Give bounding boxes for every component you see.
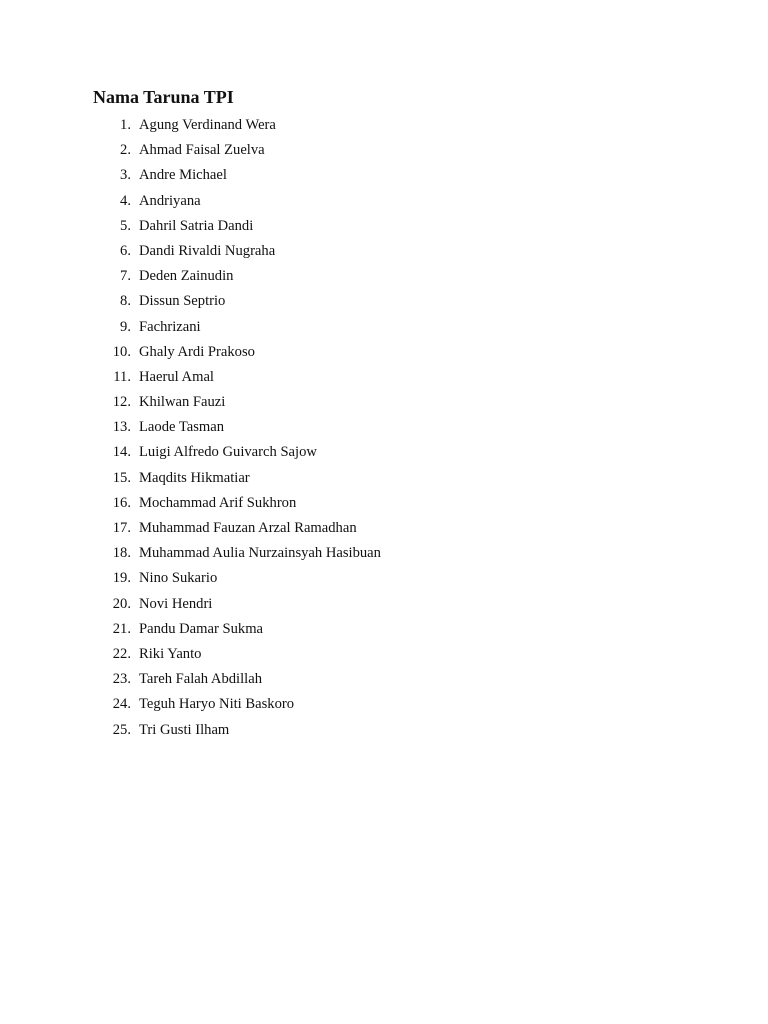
list-item bbox=[0, 190, 700, 215]
list-item bbox=[0, 265, 700, 290]
list-item-name: Tareh Falah Abdillah bbox=[139, 671, 262, 688]
list-item-number: 4. bbox=[120, 192, 131, 209]
list-item-name: Muhammad Fauzan Arzal Ramadhan bbox=[139, 520, 357, 536]
list-item-name: Dandi Rivaldi Nugraha bbox=[139, 242, 276, 259]
list-item bbox=[0, 290, 700, 315]
list-item-number: 6. bbox=[120, 242, 131, 259]
list-item-name: Ghaly Ardi Prakoso bbox=[139, 343, 255, 360]
list-item-number: 7. bbox=[120, 268, 131, 285]
list-item-number: 11. bbox=[113, 368, 131, 385]
list-item-name: Ahmad Faisal Zuelva bbox=[139, 142, 265, 159]
name-list bbox=[0, 114, 700, 744]
list-item-number: 23. bbox=[112, 671, 131, 688]
list-item bbox=[0, 164, 700, 189]
list-item-name: Laode Tasman bbox=[139, 419, 225, 436]
list-item bbox=[0, 391, 700, 416]
list-item bbox=[0, 341, 700, 366]
list-item bbox=[0, 316, 700, 341]
list-item bbox=[0, 366, 700, 391]
list-item bbox=[0, 416, 700, 441]
list-item bbox=[0, 215, 700, 240]
list-item-name: Luigi Alfredo Guivarch Sajow bbox=[139, 444, 317, 461]
list-item-number: 14. bbox=[112, 444, 131, 461]
document-title: Nama Taruna TPI bbox=[93, 87, 234, 107]
list-item-number: 19. bbox=[112, 570, 131, 587]
list-item-number: 10. bbox=[112, 343, 131, 360]
list-item-name: Novi Hendri bbox=[139, 595, 213, 612]
list-item-name: Teguh Haryo Niti Baskoro bbox=[139, 696, 295, 713]
list-item bbox=[0, 139, 700, 164]
list-item-name: Fachrizani bbox=[139, 318, 201, 335]
list-item-name: Khilwan Fauzi bbox=[139, 394, 226, 411]
list-item-number: 3. bbox=[120, 167, 131, 184]
list-item-number: 12. bbox=[112, 394, 131, 411]
list-item bbox=[0, 719, 700, 744]
list-item-name: Haerul Amal bbox=[139, 368, 214, 385]
list-item-number: 25. bbox=[112, 721, 131, 738]
list-item bbox=[0, 467, 700, 492]
list-item bbox=[0, 668, 700, 693]
list-item bbox=[0, 114, 700, 139]
list-item bbox=[0, 542, 700, 567]
list-item-name: Agung Verdinand Wera bbox=[139, 117, 276, 133]
list-item-name: Andre Michael bbox=[139, 167, 227, 184]
list-item-number: 20. bbox=[112, 595, 131, 612]
list-item-name: Tri Gusti Ilham bbox=[139, 721, 230, 738]
list-item-name: Maqdits Hikmatiar bbox=[139, 469, 250, 486]
list-item-number: 8. bbox=[120, 293, 131, 310]
list-item-name: Dahril Satria Dandi bbox=[139, 217, 254, 234]
list-item-name: Deden Zainudin bbox=[139, 268, 234, 285]
list-item bbox=[0, 643, 700, 668]
list-item bbox=[0, 240, 700, 265]
list-item-number: 17. bbox=[112, 520, 131, 536]
list-item-number: 15. bbox=[112, 469, 131, 486]
list-item-number: 1. bbox=[120, 117, 131, 133]
list-item bbox=[0, 517, 700, 542]
list-item bbox=[0, 693, 700, 718]
list-item-number: 18. bbox=[112, 545, 131, 562]
list-item-name: Pandu Damar Sukma bbox=[139, 620, 264, 637]
list-item-name: Riki Yanto bbox=[139, 645, 202, 662]
list-item-number: 21. bbox=[112, 620, 131, 637]
list-item bbox=[0, 441, 700, 466]
list-item-number: 16. bbox=[112, 494, 131, 511]
list-item-name: Muhammad Aulia Nurzainsyah Hasibuan bbox=[139, 545, 381, 562]
list-item bbox=[0, 593, 700, 618]
list-item bbox=[0, 492, 700, 517]
list-item-name: Andriyana bbox=[139, 192, 201, 209]
list-item-number: 24. bbox=[112, 696, 131, 713]
list-item-name: Mochammad Arif Sukhron bbox=[139, 494, 297, 511]
list-item-name: Dissun Septrio bbox=[139, 293, 226, 310]
list-item-number: 9. bbox=[120, 318, 131, 335]
list-item-number: 22. bbox=[112, 645, 131, 662]
list-item bbox=[0, 567, 700, 592]
list-item-number: 5. bbox=[120, 217, 131, 234]
list-item-number: 13. bbox=[112, 419, 131, 436]
list-item bbox=[0, 618, 700, 643]
list-item-name: Nino Sukario bbox=[139, 570, 218, 587]
list-item-number: 2. bbox=[120, 142, 131, 159]
